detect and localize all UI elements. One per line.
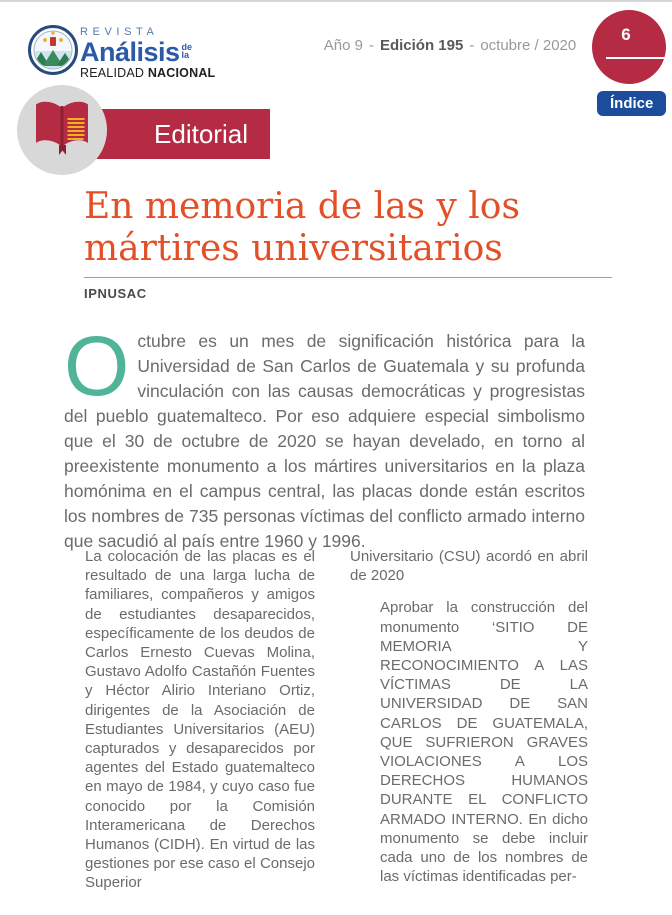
right-column xyxy=(350,547,588,893)
top-divider xyxy=(0,0,672,2)
intro-paragraph xyxy=(64,319,585,554)
right-column-quote: Aprobar la construcción del monumento ‘SITIO DE MEMORIA Y RECONOCIMIENTO A LAS VÍCTIMAS DE LA UNIVERSIDAD DE SAN CARLOS DE GUATEMALA, QUE SUFRIERON GRAVES VIOLACIONES A LOS DERECHOS HUMANOS DURANTE EL CONFLICTO ARMADO INTERNO. En dicho monumento se debe incluir cada uno de los nombres de las víctimas identificadas per- xyxy=(380,599,588,886)
right-column-lead: Universitario (CSU) acordó en abril de 2020 xyxy=(350,548,588,585)
edition-info xyxy=(300,37,600,54)
intro-text: ctubre es un mes de significación histórica para la Universidad de San Carlos de Guatemala y su profunda vinculación con las causas democráticas y progresistas del pueblo guatemalteco. Por eso adquiere especial simbolismo que el 30 de octubre de 2020 se hayan develado, en torno al preexistente monumento a los mártires universitarios en la plaza homónima en el campus central, las placas donde están escritos los nombres de 735 personas víctimas del conflicto armado interno que sacudió al país entre 1960 y 1996. xyxy=(64,331,585,551)
section-icon-badge xyxy=(17,85,107,175)
edition-date: octubre / 2020 xyxy=(480,37,577,54)
logo-analisis-label: Análisis xyxy=(80,37,180,67)
logo-realidad-nacional-label: REALIDAD NACIONAL xyxy=(80,66,216,80)
page-number-badge xyxy=(592,10,666,84)
logo-de-la-label: de la xyxy=(181,42,193,60)
index-button[interactable]: Índice xyxy=(597,91,666,116)
logo-revista-label: REVISTA xyxy=(80,26,159,38)
edition-number: Edición 195 xyxy=(379,37,464,54)
section-banner-label: Editorial xyxy=(154,119,248,149)
magazine-logo xyxy=(80,26,215,80)
article-byline: IPNUSAC xyxy=(84,286,147,301)
page-number-underline xyxy=(606,57,666,59)
page-number: 6 xyxy=(621,25,631,44)
edition-year: Año 9 xyxy=(323,37,363,54)
title-divider xyxy=(84,277,612,278)
two-column-body xyxy=(85,547,588,893)
article-title: En memoria de las y los mártires universitarios xyxy=(84,186,520,270)
left-column-paragraph: La colocación de las placas es el resultado de una larga lucha de familiares, compañeros y amigos de estudiantes desaparecidos, específicamente de los deudos de Carlos Ernesto Cuevas Molina, Gustavo Adolfo Castañón Fuentes y Héctor Alirio Interiano Ortiz, dirigentes de la Asociación de Estudiantes Universitarios (AEU) capturados y desaparecidos por agentes del Estado guatemalteco en mayo de 1984, y cuyo caso fue conocido por la Comisión Interamericana de Derechos Humanos (CIDH). En virtud de las gestiones por ese caso el Consejo Superior xyxy=(85,548,315,892)
separator: - xyxy=(469,37,475,54)
usac-seal-icon xyxy=(28,25,78,75)
open-book-icon xyxy=(29,98,95,163)
left-column xyxy=(85,547,315,893)
dropcap-letter: O xyxy=(64,319,130,413)
separator: - xyxy=(368,37,374,54)
